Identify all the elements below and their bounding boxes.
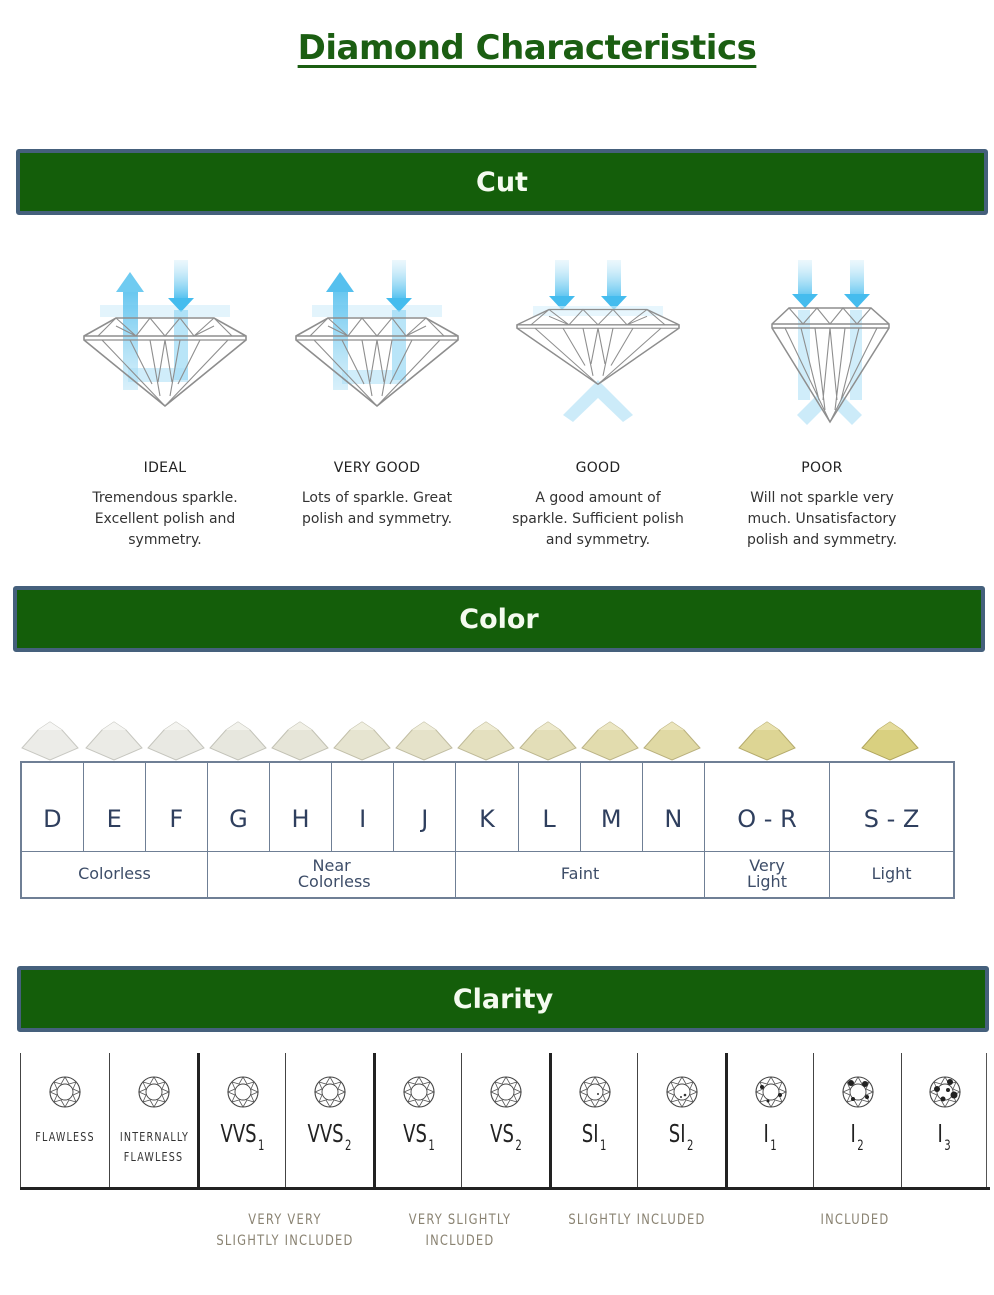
i2-diamond-icon <box>841 1075 875 1109</box>
cut-grade-name: IDEAL <box>143 460 187 476</box>
color-grade-cell: M <box>580 762 642 851</box>
section-heading: Color <box>459 603 539 635</box>
color-grade-cell: F <box>145 762 207 851</box>
vs2-diamond-icon <box>489 1075 523 1109</box>
color-grade-cell: K <box>456 762 518 851</box>
diamond-sample-icon <box>84 716 144 762</box>
clarity-grade-internally-flawless <box>109 1053 197 1189</box>
cut-grade-description: Tremendous sparkle. Excellent polish and symmetry. <box>92 490 238 548</box>
clarity-grade-vs1 <box>373 1053 461 1189</box>
color-category-cell: Light <box>830 851 954 898</box>
clarity-baseline <box>20 1187 990 1190</box>
ideal-cut-diamond-icon <box>80 250 250 430</box>
clarity-grade-label: I <box>850 1119 857 1148</box>
clarity-grade-label: I <box>763 1119 770 1148</box>
si2-diamond-icon <box>665 1075 699 1109</box>
clarity-grade-sub: 1 <box>770 1138 778 1154</box>
diamond-sample-icon <box>146 716 206 762</box>
diamond-sample-icon <box>394 716 454 762</box>
color-grade-cell: J <box>394 762 456 851</box>
clarity-grade-sub: 2 <box>514 1138 522 1154</box>
very-good-cut-diamond-icon <box>292 250 462 430</box>
clarity-grade-label: INTERNALLY FLAWLESS <box>119 1129 190 1164</box>
cut-grade-name: GOOD <box>575 460 621 476</box>
color-grade-cell: D <box>21 762 83 851</box>
clarity-grade-vvs2 <box>285 1053 373 1189</box>
clarity-grade-si2 <box>637 1053 725 1189</box>
clarity-group-i: INCLUDED <box>820 1212 890 1228</box>
cut-grade-ideal <box>65 250 265 551</box>
clarity-right-border <box>986 1053 987 1189</box>
cut-grade-very-good <box>277 250 477 530</box>
color-grade-table <box>20 761 955 899</box>
color-category-cell: Near Colorless <box>207 851 456 898</box>
color-category-cell: Faint <box>456 851 705 898</box>
cut-grade-good <box>498 250 698 551</box>
color-grade-row <box>21 762 954 851</box>
diamond-sample-icon <box>518 716 578 762</box>
si1-diamond-icon <box>578 1075 612 1109</box>
clarity-grade-vs2 <box>461 1053 549 1189</box>
i1-diamond-icon <box>754 1075 788 1109</box>
section-heading: Cut <box>476 166 528 198</box>
poor-cut-diamond-icon <box>737 250 907 430</box>
diamond-sample-icon <box>270 716 330 762</box>
cut-grade-name: VERY GOOD <box>333 460 421 476</box>
section-header-cut <box>16 149 988 215</box>
clarity-grade-label: VVS <box>220 1119 257 1148</box>
color-grade-cell: E <box>83 762 145 851</box>
clarity-grade-label: VS <box>489 1119 514 1148</box>
clarity-grade-label: SI <box>669 1119 686 1148</box>
clarity-grade-vvs1 <box>197 1053 285 1189</box>
internally-flawless-diamond-icon <box>137 1075 171 1109</box>
clarity-grade-flawless <box>20 1053 109 1189</box>
clarity-grade-i2 <box>813 1053 901 1189</box>
cut-grade-name: POOR <box>801 460 843 476</box>
color-grade-cell: S - Z <box>830 762 954 851</box>
cut-grade-poor <box>722 250 922 551</box>
clarity-grade-label: VVS <box>307 1119 344 1148</box>
clarity-grade-sub: 2 <box>857 1138 865 1154</box>
clarity-grade-sub: 2 <box>345 1138 352 1154</box>
cut-grades <box>0 250 994 570</box>
color-scale <box>20 712 956 902</box>
good-cut-diamond-icon <box>513 250 683 430</box>
diamond-sample-icon <box>456 716 516 762</box>
flawless-diamond-icon <box>48 1075 82 1109</box>
diamond-sample-icon <box>208 716 268 762</box>
clarity-grade-sub: 3 <box>944 1138 952 1154</box>
vs1-diamond-icon <box>402 1075 436 1109</box>
clarity-grade-label: VS <box>402 1119 427 1148</box>
color-grade-cell: H <box>270 762 332 851</box>
clarity-scale <box>20 1053 990 1193</box>
i3-diamond-icon <box>928 1075 962 1109</box>
diamond-color-samples <box>20 712 956 762</box>
section-header-clarity <box>17 966 989 1032</box>
clarity-grade-label: SI <box>582 1119 599 1148</box>
color-grade-cell: G <box>207 762 269 851</box>
clarity-group-vvs: VERY VERY SLIGHTLY INCLUDED <box>216 1212 354 1249</box>
clarity-grade-label: I <box>937 1119 944 1148</box>
cut-grade-description: A good amount of sparkle. Sufficient polish and symmetry. <box>512 490 684 548</box>
clarity-grade-i1 <box>725 1053 813 1189</box>
clarity-group-si: SLIGHTLY INCLUDED <box>568 1212 706 1228</box>
vvs2-diamond-icon <box>313 1075 347 1109</box>
color-category-cell: Very Light <box>704 851 829 898</box>
clarity-grade-sub: 1 <box>600 1138 607 1154</box>
section-heading: Clarity <box>452 983 554 1015</box>
diamond-sample-icon <box>20 716 80 762</box>
diamond-sample-icon <box>737 716 797 762</box>
color-grade-cell: I <box>332 762 394 851</box>
clarity-grade-label: FLAWLESS <box>35 1129 95 1144</box>
color-grade-cell: O - R <box>704 762 829 851</box>
section-header-color <box>13 586 985 652</box>
color-category-cell: Colorless <box>21 851 207 898</box>
clarity-grade-sub: 1 <box>427 1138 435 1154</box>
color-grade-cell: L <box>518 762 580 851</box>
clarity-grade-i3 <box>901 1053 987 1189</box>
clarity-group-vs: VERY SLIGHTLY INCLUDED <box>408 1212 512 1249</box>
diamond-sample-icon <box>580 716 640 762</box>
color-grade-cell: N <box>642 762 704 851</box>
color-category-row <box>21 851 954 898</box>
page-title: Diamond Characteristics <box>297 28 757 68</box>
vvs1-diamond-icon <box>226 1075 260 1109</box>
diamond-sample-icon <box>642 716 702 762</box>
clarity-grade-sub: 2 <box>687 1138 694 1154</box>
clarity-grade-sub: 1 <box>258 1138 265 1154</box>
diamond-sample-icon <box>860 716 920 762</box>
cut-grade-description: Will not sparkle very much. Unsatisfactory polish and symmetry. <box>746 490 898 548</box>
clarity-grade-si1 <box>549 1053 637 1189</box>
diamond-sample-icon <box>332 716 392 762</box>
cut-grade-description: Lots of sparkle. Great polish and symmetry. <box>301 490 453 527</box>
